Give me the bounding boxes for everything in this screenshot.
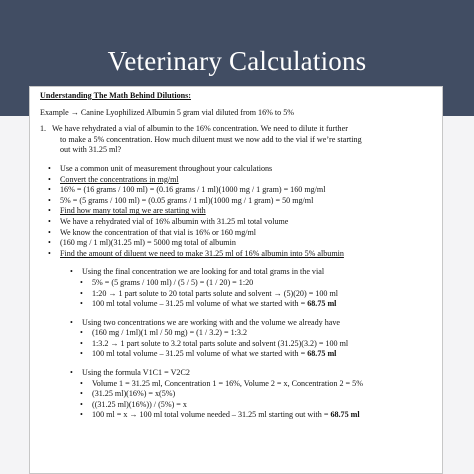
method-line: 1:3.2 → 1 part solute to 3.2 total parts solute and solvent (31.25)(3.2) = 100 ml [92,338,349,348]
answer-value: 68.75 ml [330,410,360,420]
problem-number: 1. [40,124,47,134]
step-text: 5% = (5 grams / 100 ml) = (0.05 grams / 1 ml)(1000 mg / 1 gram) = 50 mg/ml [60,195,314,205]
step-text: Use a common unit of measurement throughout your calculations [60,163,273,173]
problem-line: We have rehydrated a vial of albumin to the 16% concentration. We need to dilute it further [52,124,348,134]
method-line: 1:20 → 1 part solute to 20 total parts solute and solvent → (5)(20) = 100 ml [92,288,338,298]
step-heading: Find how many total mg we are starting with [60,206,206,216]
method-block-2: • Using two concentrations we are working with and the volume we already have • (160 mg / 1ml)(1 ml / 50 mg) = (1 / 3.2) = 1:3.2 • 1:3.2 → 1 part solute to 3.2 total parts solute and solvent (31.25)(3.2) = 100 ml • 100 ml total volume – 31.25 ml volume of what we started with = 68.75 ml [70,317,349,359]
step-text: (160 mg / 1 ml)(31.25 ml) = 5000 mg total of albumin [60,238,236,248]
step-heading: Convert the concentrations in mg/ml [60,174,179,184]
method-lead: Using the final concentration we are looking for and total grams in the vial [82,267,325,277]
step-text: We know the concentration of that vial is 16% or 160 mg/ml [60,227,257,237]
content-card [29,86,443,474]
method-block-1: • Using the final concentration we are looking for and total grams in the vial • 5% = (5 grams / 100 ml) / (5 / 5) = (1 / 20) = 1:20 • 1:20 → 1 part solute to 20 total parts solute and solvent → (5)(20) = 100 ml • 100 ml total volume – 31.25 ml volume of what we started with = 68.75 ml [70,267,338,309]
method-line: ((31.25 ml)(16%)) / (5%) = x [92,399,187,409]
example-line: Example → Canine Lyophilized Albumin 5 gram vial diluted from 16% to 5% [40,107,295,117]
problem-line: to make a 5% concentration. How much diluent must we now add to the vial if we’re starting [60,134,362,144]
step-text: We have a rehydrated vial of 16% albumin with 31.25 ml total volume [60,216,289,226]
method-line: 5% = (5 grams / 100 ml) / (5 / 5) = (1 / 20) = 1:20 [92,277,254,287]
section-heading: Understanding The Math Behind Dilutions: [40,91,191,100]
method-lead: Using two concentrations we are working with and the volume we already have [82,317,341,327]
answer-value: 68.75 ml [307,299,337,309]
method-block-3: • Using the formula V1C1 = V2C2 • Volume 1 = 31.25 ml, Concentration 1 = 16%, Volume 2 = x, Concentration 2 = 5% • (31.25 ml)(16%) = x(5%) • ((31.25 ml)(16%)) / (5%) = x • 100 ml = x → 100 ml total volume needed – 31.25 ml starting out with = 68.75 ml [70,368,363,420]
method-line: 100 ml = x → 100 ml total volume needed – 31.25 ml starting out with = [92,410,331,420]
method-line: 100 ml total volume – 31.25 ml volume of what we started with = [92,299,308,309]
answer-value: 68.75 ml [307,349,337,359]
problem-block [40,124,432,156]
method-line: (31.25 ml)(16%) = x(5%) [92,389,176,399]
steps-list: • Use a common unit of measurement throughout your calculations • Convert the concentrations in mg/ml • 16% = (16 grams / 100 ml) = (0.16 grams / 1 ml)(1000 mg / 1 gram) = 160 mg/ml • 5% = (5 grams / 100 ml) = (0.05 grams / 1 ml)(1000 mg / 1 gram) = 50 mg/ml • Find how many total mg we are starting with • We have a rehydrated vial of 16% albumin with 31.25 ml total volume • We know the concentration of that vial is 16% or 160 mg/ml • (160 mg / 1 ml)(31.25 ml) = 5000 mg total of albumin • Find the amount of diluent we need to make 31.25 ml of 16% albumin into 5% albumin [48,163,344,258]
method-lead: Using the formula V1C1 = V2C2 [82,368,190,378]
method-line: 100 ml total volume – 31.25 ml volume of what we started with = [92,349,308,359]
step-text: 16% = (16 grams / 100 ml) = (0.16 grams / 1 ml)(1000 mg / 1 gram) = 160 mg/ml [60,185,326,195]
method-line: (160 mg / 1ml)(1 ml / 50 mg) = (1 / 3.2) = 1:3.2 [92,328,248,338]
problem-line: out with 31.25 ml? [60,145,122,155]
step-heading: Find the amount of diluent we need to make 31.25 ml of 16% albumin into 5% albumin [60,248,344,258]
slide-title: Veterinary Calculations [107,46,367,76]
method-line: Volume 1 = 31.25 ml, Concentration 1 = 16%, Volume 2 = x, Concentration 2 = 5% [92,378,363,388]
